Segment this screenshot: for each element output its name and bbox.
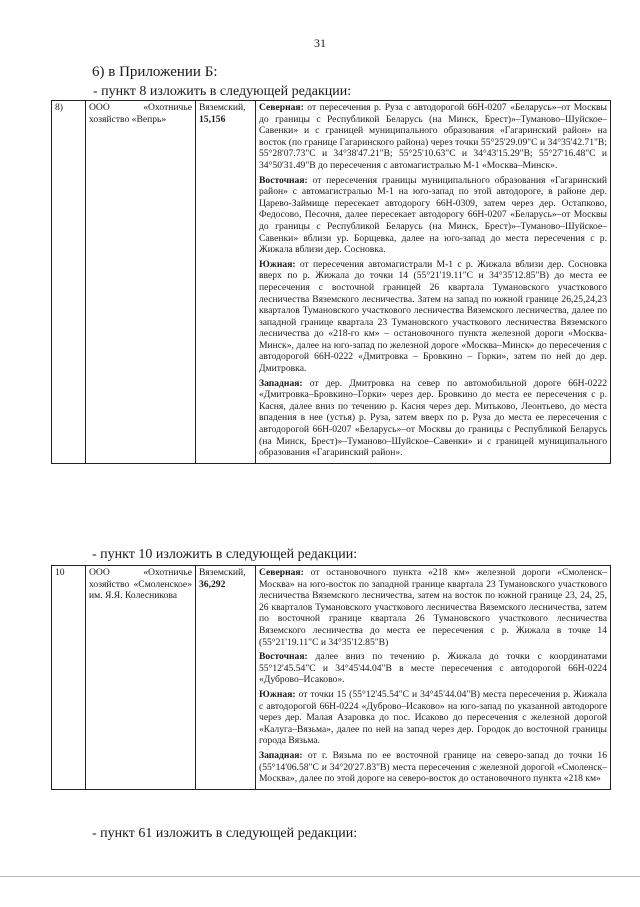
boundaries-cell [256,101,611,464]
appendix-heading: 6) в Приложении Б: [92,64,218,80]
page-bottom-rule [0,876,640,877]
north-text: от остановочного пункта «218 км» железной дороги «Смоленск–Москва» на юго-восток по западной границе квартала 23 Тумановского участкового лесничества Вяземского лесничества, затем на восток по южной границе 23, 24, 25, 26 кварталов Тумановского участкового лесничества Вяземского лесничества, затем по восточной границе квартала 26 Тумановского участкового лесничества Вяземского лесничества до места ее пересечения с р. Жижала в точке 14 (55°21'19.11"С и 34°35'12.85"В) [259,567,607,648]
east-text: от пересечения границы муниципального образования «Гагаринский район» с автомагистралью М-1 на юго-запад по этой автодороге, в районе дер. Царево-Займище пересекает автодорогу 66Н-0309, затем через дер. Остапково, Федосово, Песочня, далее пересекает автодорогу 66Н-0207 «Беларусь»–от Москвы до границы с Республикой Беларусь (на Минск, Брест)»–Туманово–Шуйское–Савенки» вблизи ур. Борщевка, далее на юго-запад до места пересечения с р. Жижала вблизи дер. Сосновка. [259,174,607,256]
north-text: от пересечения р. Руза с автодорогой 66Н-0207 «Беларусь»–от Москвы до границы с Республикой Беларусь (на Минск, Брест)»–Туманово–Шуйское–Савенки» и с границей муниципального образования «Гагаринский район» на восток (по границе Гагаринского района) через точки 55°25'29.09"С и 34°35'42.71"В; 55°28'07.73"С и 34°38'47.21"В; 55°25'10.63"С и 34°43'15.29"В; 55°27'16.48"С и 34°50'31.49"В до пересечения с автомагистралью М-1 «Москва–Минск». [259,102,607,171]
table-row [52,101,611,464]
south-text: от точки 15 (55°12'45.54"С и 34°45'44.04"В) места пересечения р. Жижала с автодорогой 66Н-0224 «Дуброво–Исаково» на юго-запад по указанной автодороге через дер. Малая Азаровка до пос. Исаково до пересечения с железной дорогой «Калуга–Вязьма», далее по ней на запад через дер. Городок до восточной границы города Вязьма. [259,688,607,747]
row-number: 8) [52,101,86,464]
south-label: Южная: [259,688,296,700]
east-text: далее вниз по течению р. Жижала до точки с координатами 55°12'45.54"С и 34°45'44.04"В в месте пересечения с автодорогой 66Н-0224 «Дуброво–Исаково». [259,651,607,686]
west-boundary [259,378,607,459]
east-boundary [259,175,607,256]
east-boundary [259,651,607,686]
territory-table-item-8 [51,100,611,464]
page-number: 31 [314,36,326,50]
west-label: Западная: [259,749,303,761]
east-label: Восточная: [259,651,308,663]
row-number: 10 [52,566,86,790]
north-label: Северная: [259,102,304,113]
item-61-heading: - пункт 61 изложить в следующей редакции: [92,826,358,841]
west-text: от дер. Дмитровка на север по автомобильной дороге 66Н-0222 «Дмитровка–Бровкино–Горки» через дер. Бровкино до места ее пересечения с р. Касня, далее вниз по течению р. Касня через дер. Митьково, Леонтьево, до места впадения в нее (устья) р. Руза, затем вверх по р. Руза до места ее пересечения с автодорогой 66Н-0207 «Беларусь»–от Москвы до границы с Республикой Беларусь (на Минск, Брест)»–Туманово–Шуйское–Савенки» и с границей муниципального образования «Гагаринский район». [259,377,607,459]
organization-name: ООО «Охотничье хозяйство «Вепрь» [86,101,196,464]
west-label: Западная: [259,377,303,389]
organization-name: ООО «Охотничье хозяйство «Смоленское» им. Я.Я. Колесникова [86,566,196,790]
south-text: от пересечения автомагистрали М-1 с р. Жижала вблизи дер. Сосновка вверх по р. Жижала до точки 14 (55°21'19.11"С и 34°35'12.85"В) до места ее пересечения с восточной границей 26 квартала Тумановского участкового лесничества Вяземского лесничества. Затем на запад по южной границе 26,25,24,23 кварталов Тумановского участкового лесничества Вяземского лесничества, далее по западной границе квартала 23 Тумановского участкового лесничества Вяземского лесничества до «218-го км» – остановочного пункта железной дороги «Москва-Минск», далее на юго-запад по железной дороге «Москва–Минск» до пересечения с автодорогой 66Н-0222 «Дмитровка – Бровкино – Горки», затем по ней до дер. Дмитровка. [259,258,607,375]
south-boundary [259,259,607,375]
item-10-heading: - пункт 10 изложить в следующей редакции: [92,547,358,562]
west-boundary [259,750,607,785]
north-boundary [259,102,607,172]
area-value: 36,292 [199,578,226,590]
north-label: Северная: [259,567,304,578]
area-value: 15,156 [199,113,226,125]
east-label: Восточная: [259,174,308,186]
south-boundary [259,689,607,747]
territory-table-item-10 [51,565,611,790]
south-label: Южная: [259,258,296,270]
boundaries-cell [256,566,611,790]
district-name: Вяземский, [199,567,246,578]
district-cell [196,566,256,790]
west-text: от г. Вязьма по ее восточной границе на северо-запад до точки 16 (55°14'06.58"С и 34°20'27.83"В) места пересечения с железной дорогой «Смоленск–Москва», далее по этой дороге на северо-восток до остановочного пункта «218 км» [259,749,607,785]
item-8-heading: - пункт 8 изложить в следующей редакции: [93,84,352,99]
district-name: Вяземский, [199,102,246,113]
north-boundary [259,567,607,648]
district-cell [196,101,256,464]
table-row [52,566,611,790]
